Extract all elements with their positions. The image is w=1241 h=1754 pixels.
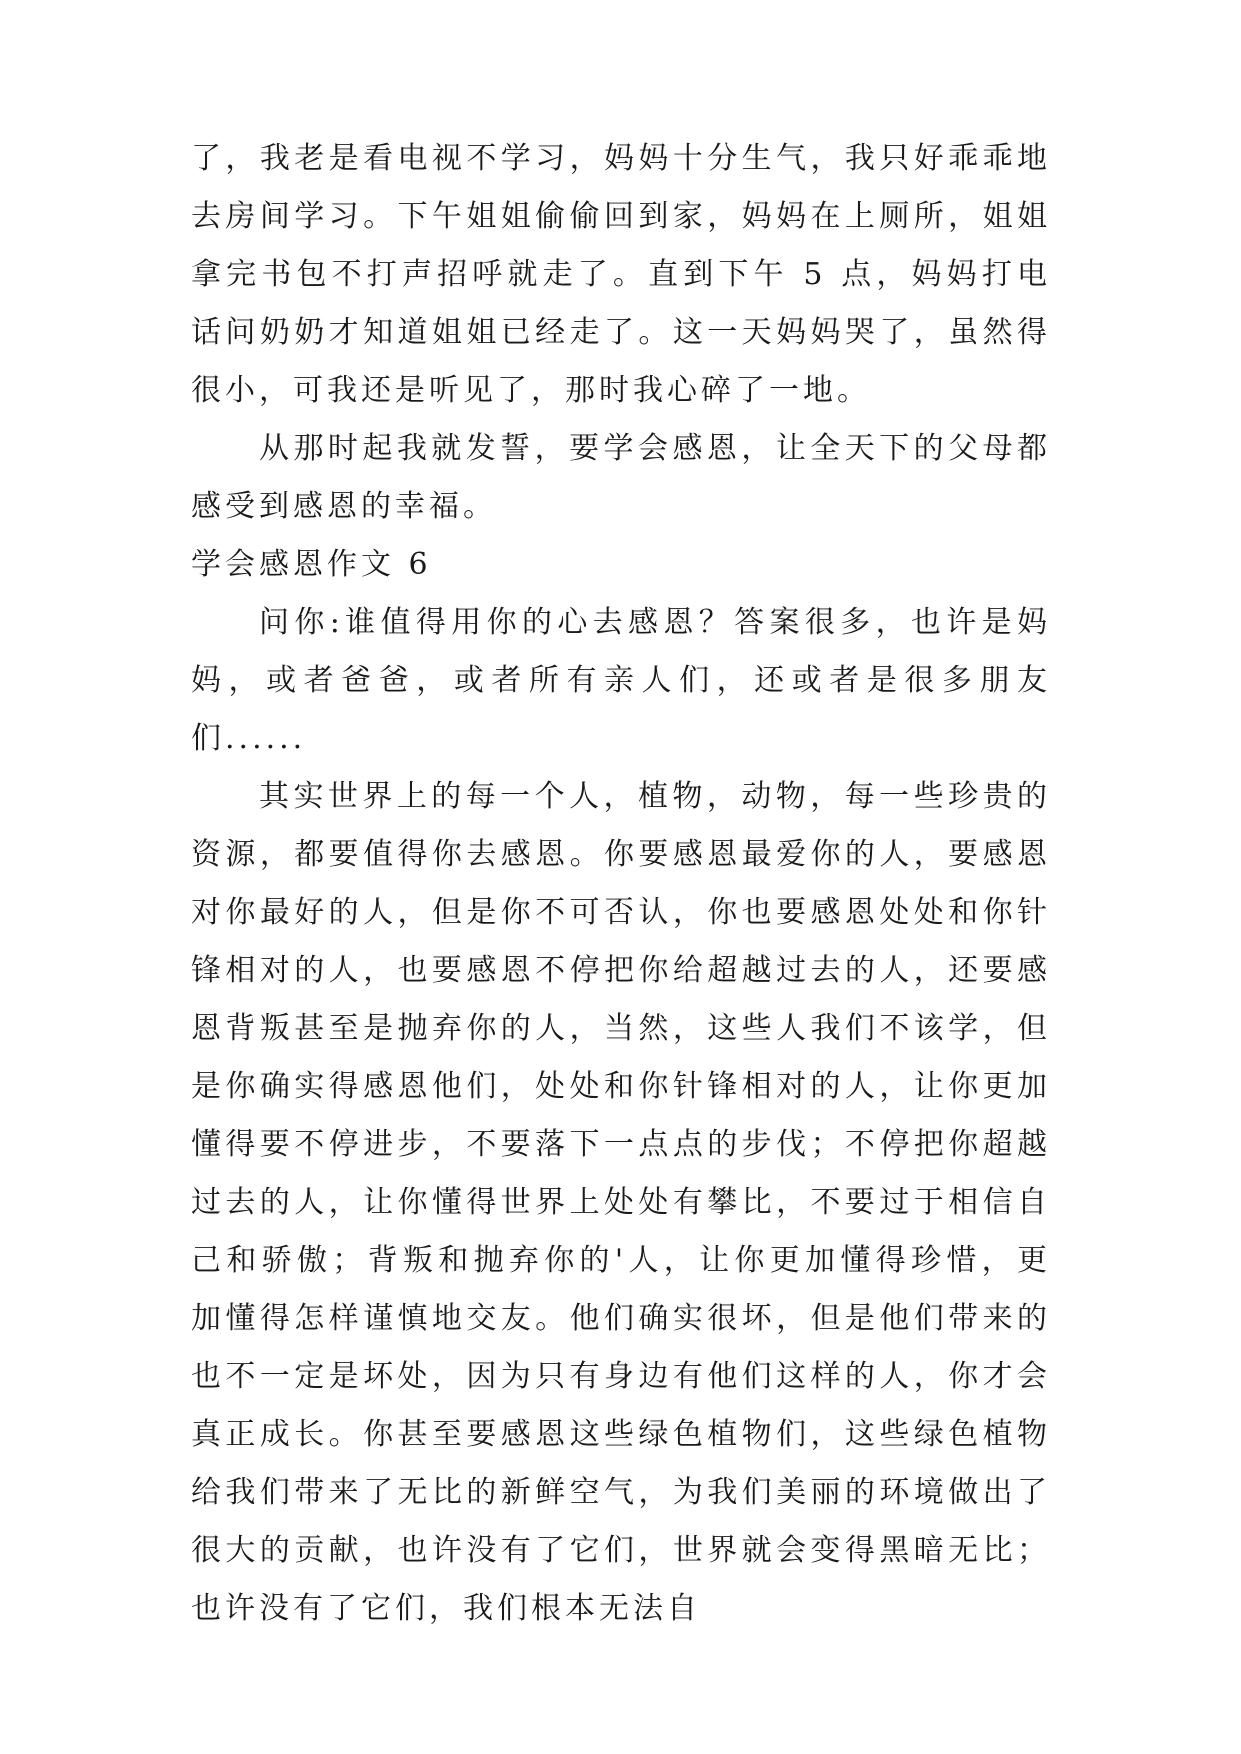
section-heading: 学会感恩作文 6 bbox=[191, 547, 432, 582]
paragraph: 问你:谁值得用你的心去感恩？答案很多，也许是妈妈，或者爸爸，或者所有亲人们，还或者是很多朋友们...... bbox=[191, 605, 1051, 756]
paragraph: 其实世界上的每一个人，植物，动物，每一些珍贵的资源，都要值得你去感恩。你要感恩最爱你的人，要感恩对你最好的人，但是你不可否认，你也要感恩处处和你针锋相对的人，也要感恩不停把你给超越过去的人，还要感恩背叛甚至是抛弃你的人，当然，这些人我们不该学，但是你确实得感恩他们，处处和你针锋相对的人，让你更加懂得要不停进步，不要落下一点点的步伐；不停把你超越过去的人，让你懂得世界上处处有攀比，不要过于相信自己和骄傲；背叛和抛弃你的'人，让你更加懂得珍惜，更加懂得怎样谨慎地交友。他们确实很坏，但是他们带来的也不一定是坏处，因为只有身边有他们这样的人，你才会真正成长。你甚至要感恩这些绿色植物们，这些绿色植物给我们带来了无比的新鲜空气，为我们美丽的环境做出了很大的贡献，也许没有了它们，世界就会变得黑暗无比；也许没有了它们，我们根本无法自 bbox=[191, 779, 1051, 1626]
paragraph: 了，我老是看电视不学习，妈妈十分生气，我只好乖乖地去房间学习。下午姐姐偷偷回到家，妈妈在上厕所，姐姐拿完书包不打声招呼就走了。直到下午 5 点，妈妈打电话问奶奶才知道姐姐已经走了。这一天妈妈哭了，虽然得很小，可我还是听见了，那时我心碎了一地。 bbox=[191, 141, 1051, 408]
document-body bbox=[191, 130, 1051, 1638]
paragraph: 从那时起我就发誓，要学会感恩，让全天下的父母都感受到感恩的幸福。 bbox=[191, 431, 1051, 524]
